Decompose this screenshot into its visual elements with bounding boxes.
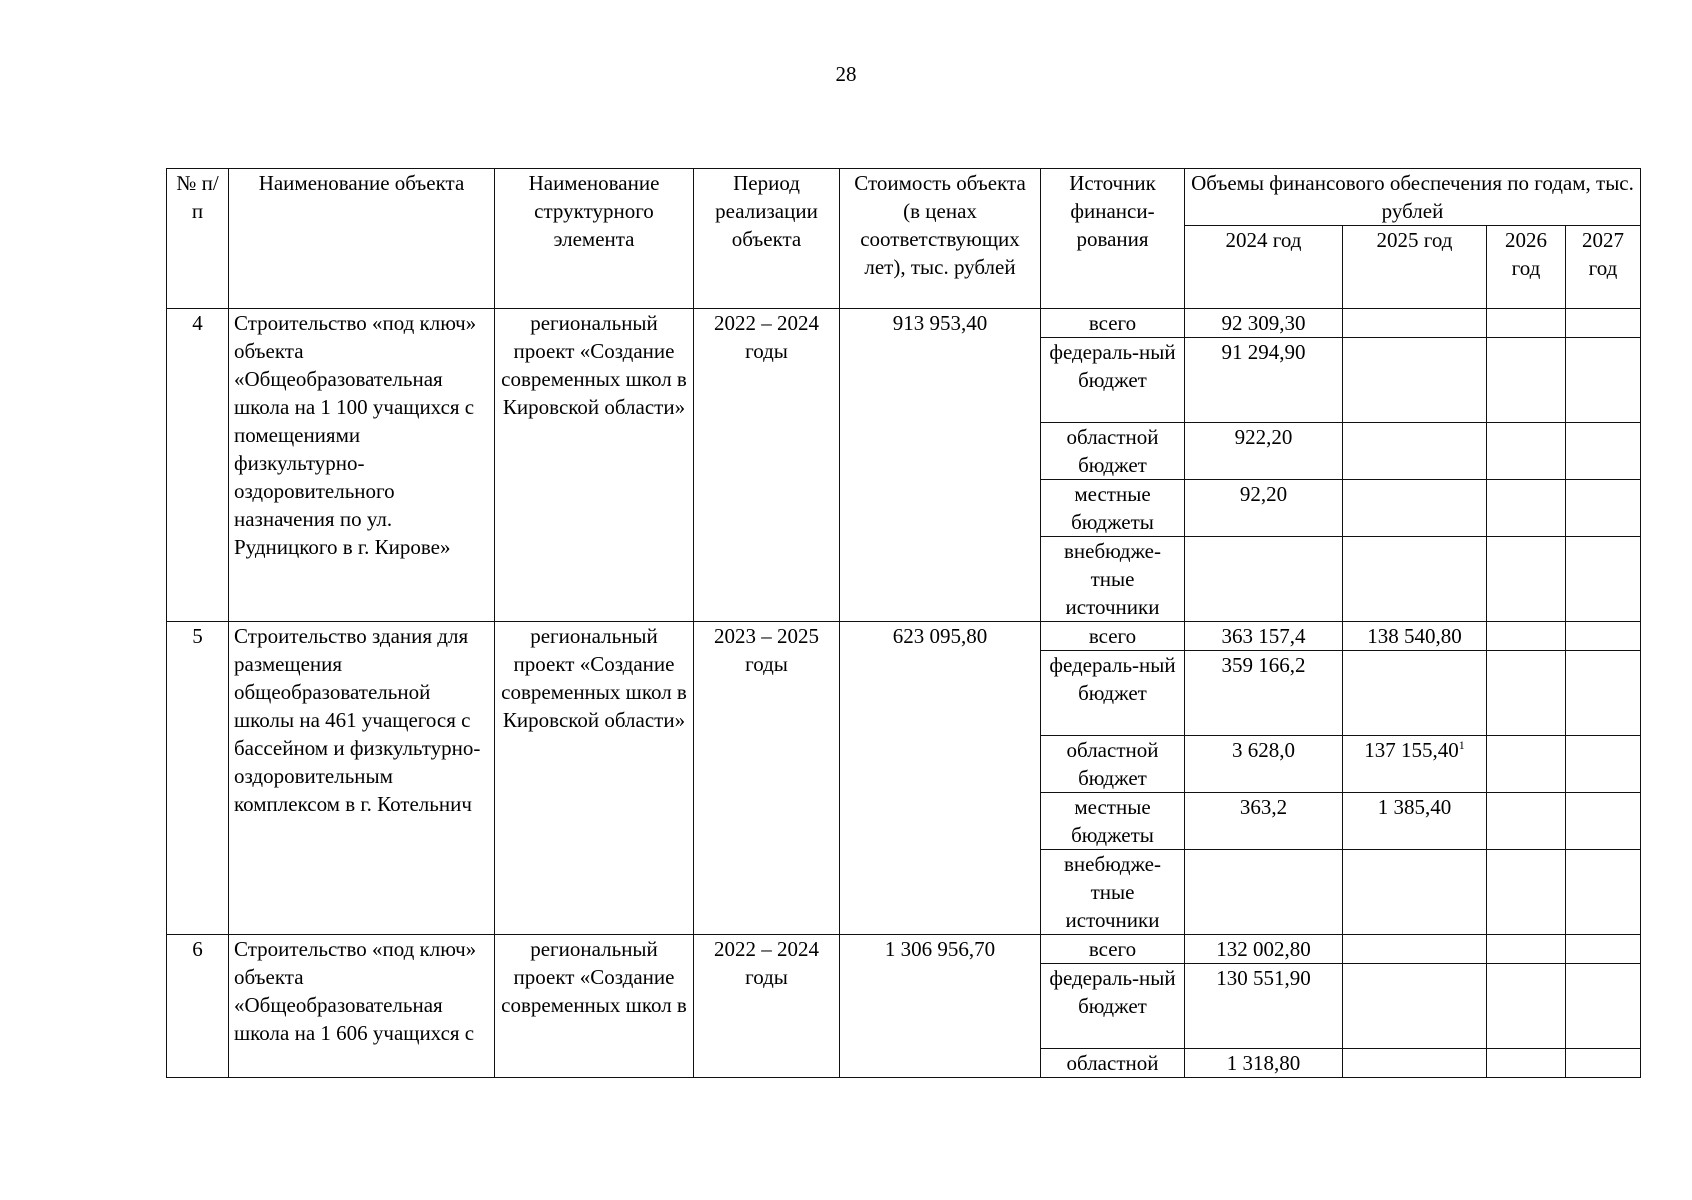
page-number: 28 [835, 62, 857, 86]
budget-table [166, 168, 1641, 1078]
value-2025 [1343, 850, 1487, 935]
value-2026 [1487, 1049, 1566, 1078]
source-offbudget: внебюдже-тные источники [1041, 537, 1185, 622]
header-2027: 2027 год [1566, 226, 1641, 309]
value-2025: 138 540,80 [1343, 622, 1487, 651]
value-2024: 363 157,4 [1185, 622, 1343, 651]
value-2025: 1 385,40 [1343, 793, 1487, 850]
value-2027 [1566, 480, 1641, 537]
header-row-1 [167, 169, 1641, 226]
header-2024: 2024 год [1185, 226, 1343, 309]
value-2026 [1487, 309, 1566, 338]
value-2026 [1487, 622, 1566, 651]
period: 2023 – 2025 годы [694, 622, 840, 935]
value-2024: 92,20 [1185, 480, 1343, 537]
value-2027 [1566, 736, 1641, 793]
structural-element: региональный проект «Создание современных школ в Кировской области» [495, 622, 694, 935]
source-federal: федераль-ный бюджет [1041, 651, 1185, 736]
header-cost: Стоимость объекта (в ценах соответствующих лет), тыс. рублей [840, 169, 1041, 309]
source-federal: федераль-ный бюджет [1041, 338, 1185, 423]
header-period: Период реализации объекта [694, 169, 840, 309]
source-local: местные бюджеты [1041, 480, 1185, 537]
value-2027 [1566, 622, 1641, 651]
cost: 913 953,40 [840, 309, 1041, 622]
header-element: Наименование структурного элемента [495, 169, 694, 309]
value-2025-text: 137 155,40 [1364, 738, 1459, 762]
row-num: 4 [167, 309, 229, 622]
header-2026: 2026 год [1487, 226, 1566, 309]
source-total: всего [1041, 309, 1185, 338]
row-num: 6 [167, 935, 229, 1078]
value-2024: 3 628,0 [1185, 736, 1343, 793]
table-row [167, 935, 1641, 964]
value-2026 [1487, 935, 1566, 964]
value-2025 [1343, 736, 1487, 793]
row-num: 5 [167, 622, 229, 935]
header-2025: 2025 год [1343, 226, 1487, 309]
value-2025 [1343, 651, 1487, 736]
cost: 1 306 956,70 [840, 935, 1041, 1078]
value-2026 [1487, 338, 1566, 423]
cost: 623 095,80 [840, 622, 1041, 935]
value-2025 [1343, 1049, 1487, 1078]
value-2026 [1487, 537, 1566, 622]
value-2026 [1487, 736, 1566, 793]
header-volumes: Объемы финансового обеспечения по годам, тыс. рублей [1185, 169, 1641, 226]
value-2025 [1343, 309, 1487, 338]
table-row [167, 309, 1641, 338]
value-2024: 363,2 [1185, 793, 1343, 850]
value-2024: 130 551,90 [1185, 964, 1343, 1049]
structural-element: региональный проект «Создание современных школ в [495, 935, 694, 1078]
value-2027 [1566, 309, 1641, 338]
value-2024: 132 002,80 [1185, 935, 1343, 964]
header-source: Источник финанси-рования [1041, 169, 1185, 309]
header-num: № п/п [167, 169, 229, 309]
source-total: всего [1041, 935, 1185, 964]
value-2027 [1566, 338, 1641, 423]
value-2027 [1566, 651, 1641, 736]
value-2026 [1487, 480, 1566, 537]
value-2026 [1487, 850, 1566, 935]
footnote-marker: 1 [1458, 738, 1465, 752]
source-regional: областной [1041, 1049, 1185, 1078]
value-2024: 1 318,80 [1185, 1049, 1343, 1078]
value-2025 [1343, 338, 1487, 423]
value-2024: 91 294,90 [1185, 338, 1343, 423]
object-name: Строительство «под ключ» объекта «Общеобразовательная школа на 1 100 учащихся с помещениями физкультурно-оздоровительного назначения по ул. Рудницкого в г. Кирове» [229, 309, 495, 622]
source-local: местные бюджеты [1041, 793, 1185, 850]
value-2027 [1566, 423, 1641, 480]
value-2026 [1487, 964, 1566, 1049]
source-total: всего [1041, 622, 1185, 651]
source-offbudget: внебюдже-тные источники [1041, 850, 1185, 935]
value-2026 [1487, 793, 1566, 850]
header-object: Наименование объекта [229, 169, 495, 309]
value-2027 [1566, 1049, 1641, 1078]
value-2025 [1343, 964, 1487, 1049]
value-2027 [1566, 964, 1641, 1049]
period: 2022 – 2024 годы [694, 935, 840, 1078]
value-2027 [1566, 935, 1641, 964]
value-2027 [1566, 793, 1641, 850]
value-2024: 922,20 [1185, 423, 1343, 480]
value-2027 [1566, 537, 1641, 622]
value-2026 [1487, 651, 1566, 736]
period: 2022 – 2024 годы [694, 309, 840, 622]
value-2026 [1487, 423, 1566, 480]
table-row [167, 622, 1641, 651]
source-federal: федераль-ный бюджет [1041, 964, 1185, 1049]
value-2025 [1343, 935, 1487, 964]
value-2027 [1566, 850, 1641, 935]
value-2025 [1343, 423, 1487, 480]
structural-element: региональный проект «Создание современных школ в Кировской области» [495, 309, 694, 622]
source-regional: областной бюджет [1041, 423, 1185, 480]
object-name: Строительство «под ключ» объекта «Общеобразовательная школа на 1 606 учащихся с [229, 935, 495, 1078]
value-2024 [1185, 850, 1343, 935]
value-2024: 92 309,30 [1185, 309, 1343, 338]
object-name: Строительство здания для размещения общеобразовательной школы на 461 учащегося с бассейном и физкультурно-оздоровительным комплексом в г. Котельнич [229, 622, 495, 935]
value-2024: 359 166,2 [1185, 651, 1343, 736]
source-regional: областной бюджет [1041, 736, 1185, 793]
value-2025 [1343, 480, 1487, 537]
value-2025 [1343, 537, 1487, 622]
value-2024 [1185, 537, 1343, 622]
